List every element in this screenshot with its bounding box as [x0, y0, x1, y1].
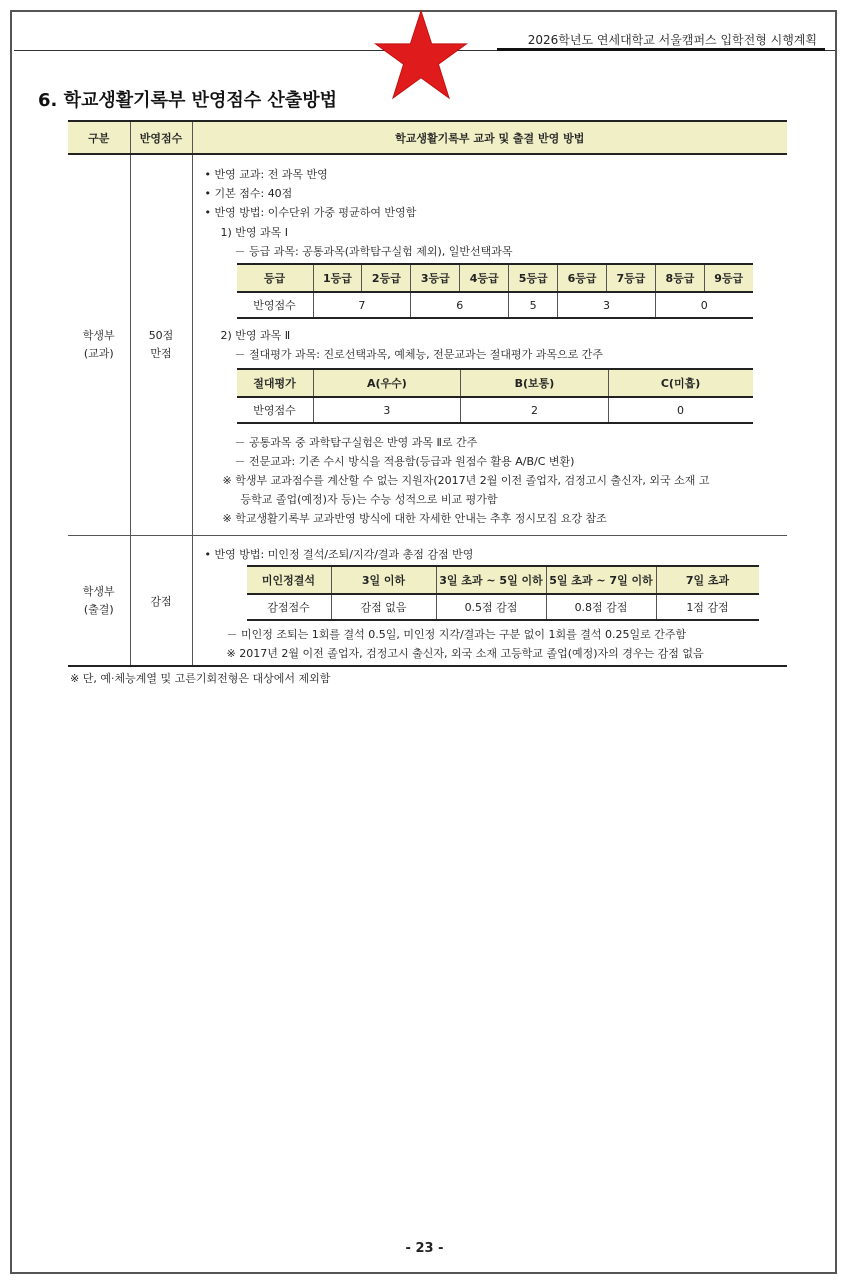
attendance-table-score-row — [247, 594, 759, 620]
grade-header: 6등급 — [558, 264, 607, 292]
text-line: － 절대평가 과목: 진로선택과목, 예체능, 전문교과는 절대평가 과목으로 간주 — [234, 348, 603, 361]
absolute-score-cell: 2 — [461, 397, 608, 423]
grade-row-label: 반영점수 — [237, 292, 314, 318]
text-line: • 반영 방법: 이수단위 가중 평균하여 반영함 — [204, 206, 417, 219]
absolute-header: B(보통) — [461, 369, 608, 397]
text-line: － 미인정 조퇴는 1회를 결석 0.5일, 미인정 지각/결과는 구분 없이 1회를 결석 0.25일로 간주함 — [226, 628, 687, 641]
text-line: • 반영 교과: 전 과목 반영 — [204, 168, 328, 181]
category-cell-attendance: 학생부 (출결) — [68, 536, 130, 667]
grade-table-header-row — [237, 264, 753, 292]
attendance-header: 7일 초과 — [656, 566, 759, 594]
grade-header: 9등급 — [704, 264, 752, 292]
grade-header: 등급 — [237, 264, 314, 292]
absolute-header: A(우수) — [313, 369, 461, 397]
method-cell-attendance — [192, 536, 787, 667]
absolute-header: 절대평가 — [237, 369, 314, 397]
text-line: • 반영 방법: 미인정 결석/조퇴/지각/결과 총점 감점 반영 — [204, 548, 474, 561]
grade-score-cell: 3 — [558, 292, 656, 318]
grade-score-cell: 7 — [313, 292, 411, 318]
grade-header: 3등급 — [411, 264, 460, 292]
header-method: 학교생활기록부 교과 및 출결 반영 방법 — [192, 121, 787, 154]
grade-header: 1등급 — [313, 264, 362, 292]
score-cell-attendance: 감점 — [130, 536, 192, 667]
attendance-table-header-row — [247, 566, 759, 594]
text-line: － 등급 과목: 공통과목(과학탐구실험 제외), 일반선택과목 — [234, 245, 513, 258]
text-line: － 전문교과: 기존 수시 방식을 적용함(등급과 원점수 활용 A/B/C 변환) — [234, 455, 575, 468]
grade-score-cell: 5 — [509, 292, 558, 318]
grade-header: 7등급 — [607, 264, 656, 292]
text-line: ※ 학교생활기록부 교과반영 방식에 대한 자세한 안내는 추후 정시모집 요강 참조 — [222, 512, 607, 525]
attendance-header: 5일 초과 ~ 7일 이하 — [546, 566, 656, 594]
absolute-grade-table — [237, 368, 753, 424]
grade-score-cell: 0 — [655, 292, 752, 318]
absolute-score-cell: 0 — [608, 397, 752, 423]
attendance-table — [247, 565, 759, 621]
main-table-header-row — [68, 121, 787, 154]
grade-header: 2등급 — [362, 264, 411, 292]
absolute-score-cell: 3 — [313, 397, 461, 423]
grade-score-cell: 6 — [411, 292, 509, 318]
score-cell-grades: 50점 만점 — [130, 154, 192, 536]
star-icon — [372, 9, 470, 101]
absolute-table-score-row — [237, 397, 753, 423]
header-category: 구분 — [68, 121, 130, 154]
attendance-score-cell: 0.5점 감점 — [436, 594, 546, 620]
text-line: ※ 2017년 2월 이전 졸업자, 검정고시 출신자, 외국 소재 고등학교 졸업(예정)자의 경우는 감점 없음 — [226, 647, 704, 660]
grade-table — [237, 263, 753, 319]
grade-header: 5등급 — [509, 264, 558, 292]
main-table — [68, 120, 787, 667]
absolute-table-header-row — [237, 369, 753, 397]
grade-header: 4등급 — [460, 264, 509, 292]
attendance-header: 미인정결석 — [247, 566, 332, 594]
category-cell-grades: 학생부 (교과) — [68, 154, 130, 536]
method-cell-grades — [192, 154, 787, 536]
footnote: ※ 단, 예·체능계열 및 고른기회전형은 대상에서 제외함 — [70, 672, 331, 685]
section-title: 6. 학교생활기록부 반영점수 산출방법 — [38, 90, 337, 111]
running-header: 2026학년도 연세대학교 서울캠퍼스 입학전형 시행계획 — [527, 33, 817, 47]
absolute-header: C(미흡) — [608, 369, 752, 397]
absolute-row-label: 반영점수 — [237, 397, 314, 423]
attendance-score-cell: 0.8점 감점 — [546, 594, 656, 620]
header-score: 반영점수 — [130, 121, 192, 154]
text-line: 등학교 졸업(예정)자 등)는 수능 성적으로 비교 평가함 — [240, 493, 498, 506]
attendance-header: 3일 초과 ~ 5일 이하 — [436, 566, 546, 594]
text-line: － 공통과목 중 과학탐구실험은 반영 과목 Ⅱ로 간주 — [234, 436, 478, 449]
text-line: • 기본 점수: 40점 — [204, 187, 293, 200]
grade-header: 8등급 — [655, 264, 704, 292]
text-line: ※ 학생부 교과점수를 계산할 수 없는 지원자(2017년 2월 이전 졸업자, 검정고시 출신자, 외국 소재 고 — [222, 474, 710, 487]
text-line: 2) 반영 과목 Ⅱ — [220, 329, 291, 342]
table-row-attendance — [68, 536, 787, 667]
grade-table-score-row — [237, 292, 753, 318]
attendance-row-label: 감점점수 — [247, 594, 332, 620]
attendance-score-cell: 감점 없음 — [331, 594, 436, 620]
header-rule-thick — [497, 48, 825, 51]
attendance-header: 3일 이하 — [331, 566, 436, 594]
attendance-score-cell: 1점 감점 — [656, 594, 759, 620]
table-row-grades — [68, 154, 787, 536]
page-number: - 23 - — [405, 1241, 444, 1256]
text-line: 1) 반영 과목 Ⅰ — [220, 226, 289, 239]
